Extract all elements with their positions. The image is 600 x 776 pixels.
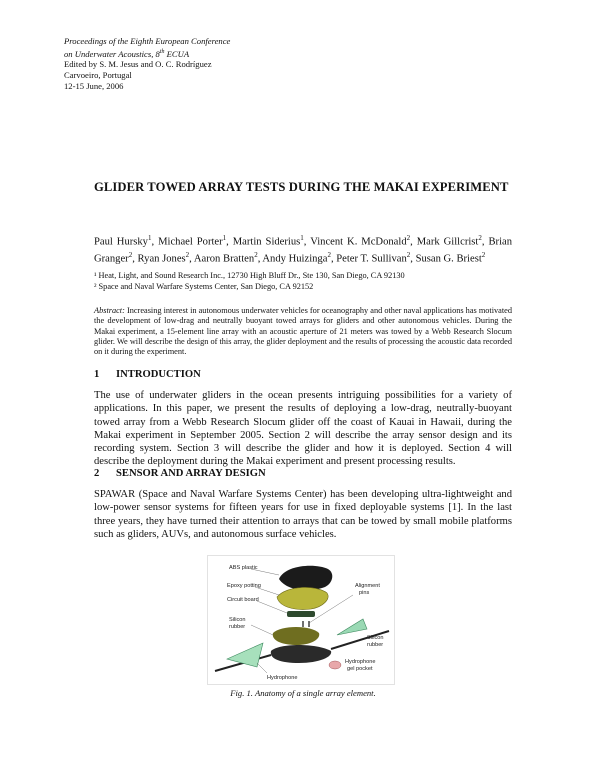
author-name: Mark Gillcrist: [416, 236, 479, 248]
array-element-figure: [207, 555, 395, 685]
affiliation-1: ¹ Heat, Light, and Sound Research Inc., 12730 High Bluff Dr., Ste 130, San Diego, CA 92130: [94, 271, 405, 280]
author-separator: ,: [132, 253, 138, 265]
author-affiliation-mark: 2: [185, 250, 190, 259]
section-heading-sensor-array: [94, 468, 266, 479]
section-title: SENSOR AND ARRAY DESIGN: [116, 468, 266, 479]
paper-title: GLIDER TOWED ARRAY TESTS DURING THE MAKAI EXPERIMENT: [94, 180, 509, 194]
author-name: Aaron Bratten: [193, 253, 255, 265]
figure-caption: Fig. 1. Anatomy of a single array element.: [230, 688, 376, 698]
author-name: Peter T. Sullivan: [336, 253, 407, 265]
section-number: 1: [94, 369, 100, 380]
label-alignment-pins-2: pins: [359, 590, 370, 596]
author-separator: ,: [151, 236, 159, 248]
label-gel-pocket-2: gel pocket: [347, 666, 373, 672]
author-affiliation-mark: 2: [478, 234, 482, 242]
header-conference-line2: [64, 47, 230, 60]
label-silicon-rubber-right-2: rubber: [367, 642, 384, 648]
header-editors: Edited by S. M. Jesus and O. C. Rodríguez: [64, 59, 212, 70]
section-heading-introduction: [94, 369, 201, 380]
header-conference: Proceedings of the Eighth European Conference: [64, 36, 231, 46]
author-name: Vincent K. McDonald: [310, 236, 407, 248]
paragraph-introduction: The use of underwater gliders in the ocean presents intriguing possibilities for a variety of applications. In this paper, we present the results of deploying a low-drag, neutrally-buoyant towed array from a Webb Research Slocum glider off the coast of Kauai in Hawaii, during the Makai experiment in September 2005. Section 2 will describe the array sensor design and its recording system. Section 3 will describe the glider and how it is deployed. Section 4 will describe the deployment during the Makai experiment and present processing results.: [94, 390, 512, 468]
label-silicon-rubber-left-2: rubber: [229, 624, 246, 630]
paragraph-sensor-array: SPAWAR (Space and Naval Warfare Systems Center) has been developing ultra-lightweight and low-power sensor systems for fifteen years for use in fixed deployable systems [1]. In the last three years, they have turned their attention to arrays that can be towed by small mobile platforms such as gliders, AUVs, and autonomous surface vehicles.: [94, 489, 512, 540]
author-affiliation-mark: 2: [406, 234, 411, 242]
author-affiliation-mark: 1: [222, 234, 227, 242]
affiliation-2: ² Space and Naval Warfare Systems Center, San Diego, CA 92152: [94, 282, 314, 291]
label-silicon-rubber-right: Silicon: [367, 635, 384, 641]
header-line2-suffix: ECUA: [164, 48, 190, 59]
label-alignment-pins: Alignment: [355, 583, 380, 589]
label-circuit-board: Circuit board: [227, 597, 259, 603]
author-separator: ,: [303, 236, 311, 248]
author-separator: ,: [189, 253, 194, 265]
author-list: [94, 232, 512, 266]
label-epoxy-potting: Epoxy potting: [227, 583, 261, 589]
author-affiliation-mark: 1: [300, 234, 304, 242]
author-separator: ,: [410, 236, 417, 248]
gel-pocket-shape: [329, 661, 341, 669]
abstract: [94, 306, 512, 357]
author-separator: ,: [410, 253, 416, 265]
author-name: Susan G. Briest: [415, 253, 482, 265]
abstract-label: Abstract:: [94, 306, 125, 315]
abstract-text: Increasing interest in autonomous underwater vehicles for oceanography and other naval applications has motivated the development of low-drag and neutrally buoyant towed arrays for gliders and other autonomous vehicles. During the Makai experiment, a 15-element line array with an acoustic aperture of 21 meters was towed by a Webb Research Slocum glider. We will describe the design of this array, the glider deployment and the results of processing the acoustic data recorded on it during the experiment.: [94, 306, 512, 357]
label-gel-pocket: Hydrophone: [345, 659, 376, 665]
author-affiliation-mark: 2: [327, 250, 331, 259]
author-separator: ,: [330, 253, 337, 265]
label-silicon-rubber-left: Silicon: [229, 617, 246, 623]
author-separator: ,: [481, 236, 489, 248]
circuit-board-shape: [287, 611, 315, 617]
author-affiliation-mark: 2: [128, 250, 133, 259]
header-dates: 12-15 June, 2006: [64, 81, 124, 92]
header-line2-sup: th: [159, 48, 165, 55]
author-name: Ryan Jones: [137, 253, 186, 265]
label-abs-plastic: ABS plastic: [229, 565, 258, 571]
header-line2-prefix: on Underwater Acoustics, 8: [64, 48, 160, 59]
author-affiliation-mark: 2: [481, 250, 486, 259]
author-name: Andy Huizinga: [262, 253, 328, 265]
proceedings-header: [64, 36, 230, 92]
author-name: Brian Granger: [94, 236, 513, 265]
header-location: Carvoeiro, Portugal: [64, 70, 132, 81]
author-name: Paul Hursky: [94, 236, 148, 248]
section-title: INTRODUCTION: [116, 369, 201, 380]
author-affiliation-mark: 1: [147, 234, 152, 242]
author-separator: ,: [226, 236, 233, 248]
author-name: Michael Porter: [158, 236, 223, 248]
author-affiliation-mark: 2: [254, 250, 258, 259]
author-affiliation-mark: 2: [406, 250, 411, 259]
label-hydrophone: Hydrophone: [267, 675, 298, 681]
author-name: Martin Siderius: [232, 236, 301, 248]
author-separator: ,: [257, 253, 263, 265]
section-number: 2: [94, 468, 100, 479]
